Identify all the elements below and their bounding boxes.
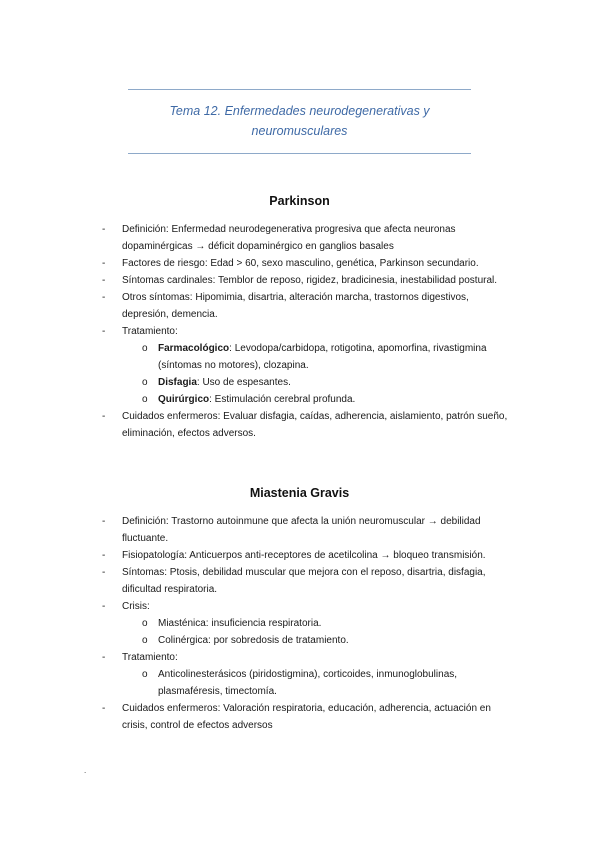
- list-item: [0, 323, 599, 408]
- title-line-1: Tema 12. Enfermedades neurodegenerativas y: [169, 104, 430, 118]
- dash-bullet: -: [102, 516, 106, 527]
- parkinson-list: [0, 221, 599, 442]
- dash-bullet: -: [102, 567, 106, 578]
- list-item: [0, 272, 599, 289]
- dash-bullet: -: [102, 411, 106, 422]
- list-item-text: Factores de riesgo: Edad > 60, sexo masculino, genética, Parkinson secundario.: [122, 258, 479, 269]
- sublist-item-label: Farmacológico: [158, 343, 230, 354]
- list-item-text: Síntomas: Ptosis, debilidad muscular que mejora con el reposo, disartria, disfagia, dificultad respiratoria.: [122, 567, 486, 595]
- sublist-item-label: Disfagia: [158, 377, 197, 388]
- sublist-item-label: Quirúrgico: [158, 394, 210, 405]
- footer-mark: .: [84, 766, 87, 775]
- circle-bullet: o: [142, 343, 148, 354]
- dash-bullet: -: [102, 550, 106, 561]
- sublist-item-text: : Uso de espesantes.: [196, 377, 291, 388]
- page-title: [150, 101, 450, 141]
- sublist-item-text: Colinérgica: por sobredosis de tratamiento.: [158, 635, 349, 646]
- circle-bullet: o: [142, 394, 148, 405]
- sublist-item: [122, 374, 517, 391]
- list-item-text: Síntomas cardinales: Temblor de reposo, rigidez, bradicinesia, inestabilidad postural.: [122, 275, 498, 286]
- sublist-item: [122, 666, 517, 700]
- list-item: [0, 547, 599, 564]
- list-item-text: Fisiopatología: Anticuerpos anti-receptores de acetilcolina → bloqueo transmisión.: [122, 550, 486, 561]
- list-item: [0, 564, 599, 598]
- list-item-text: Crisis:: [122, 601, 150, 612]
- sublist-item-text: Miasténica: insuficiencia respiratoria.: [158, 618, 322, 629]
- list-item-text: Tratamiento:: [122, 326, 178, 337]
- circle-bullet: o: [142, 635, 148, 646]
- dash-bullet: -: [102, 275, 106, 286]
- list-item-text: Otros síntomas: Hipomimia, disartria, alteración marcha, trastornos digestivos, depresión, demencia.: [122, 292, 469, 320]
- dash-bullet: -: [102, 703, 106, 714]
- list-item: [0, 408, 599, 442]
- list-item: [0, 289, 599, 323]
- sublist-item: [122, 391, 517, 408]
- list-item-text: Definición: Enfermedad neurodegenerativa progresiva que afecta neuronas dopaminérgicas → déficit dopaminérgico en ganglios basales: [122, 224, 456, 252]
- dash-bullet: -: [102, 258, 106, 269]
- sublist-item-text: : Levodopa/carbidopa, rotigotina, apomorfina, rivastigmina (síntomas no motores), clozapina.: [158, 343, 487, 371]
- list-item: [0, 513, 599, 547]
- dash-bullet: -: [102, 652, 106, 663]
- dash-bullet: -: [102, 601, 106, 612]
- sublist-item: [122, 615, 517, 632]
- circle-bullet: o: [142, 618, 148, 629]
- title-block: [128, 89, 471, 154]
- sublist-item: [122, 340, 517, 374]
- sublist-item-text: Anticolinesterásicos (piridostigmina), corticoides, inmunoglobulinas, plasmaféresis, timectomía.: [158, 669, 458, 697]
- miastenia-crisis-sublist: [122, 615, 517, 649]
- miastenia-treatment-sublist: [122, 666, 517, 700]
- title-line-2: neuromusculares: [251, 124, 348, 138]
- list-item: [0, 598, 599, 649]
- circle-bullet: o: [142, 669, 148, 680]
- list-item: [0, 255, 599, 272]
- section-heading-miastenia: Miastenia Gravis: [249, 486, 350, 500]
- miastenia-list: [0, 513, 599, 734]
- list-item-text: Cuidados enfermeros: Valoración respiratoria, educación, adherencia, actuación en crisis, control de efectos adversos: [122, 703, 491, 731]
- sublist-item-text: : Estimulación cerebral profunda.: [209, 394, 356, 405]
- list-item-text: Tratamiento:: [122, 652, 178, 663]
- list-item: [0, 700, 599, 734]
- dash-bullet: -: [102, 224, 106, 235]
- dash-bullet: -: [102, 326, 106, 337]
- dash-bullet: -: [102, 292, 106, 303]
- parkinson-treatment-sublist: [122, 340, 517, 408]
- circle-bullet: o: [142, 377, 148, 388]
- list-item: [0, 649, 599, 700]
- list-item: [0, 221, 599, 255]
- section-heading-parkinson: Parkinson: [269, 194, 330, 208]
- list-item-text: Cuidados enfermeros: Evaluar disfagia, caídas, adherencia, aislamiento, patrón sueño, eliminación, efectos adversos.: [122, 411, 508, 439]
- list-item-text: Definición: Trastorno autoinmune que afecta la unión neuromuscular → debilidad fluctuante.: [122, 516, 481, 544]
- sublist-item: [122, 632, 517, 649]
